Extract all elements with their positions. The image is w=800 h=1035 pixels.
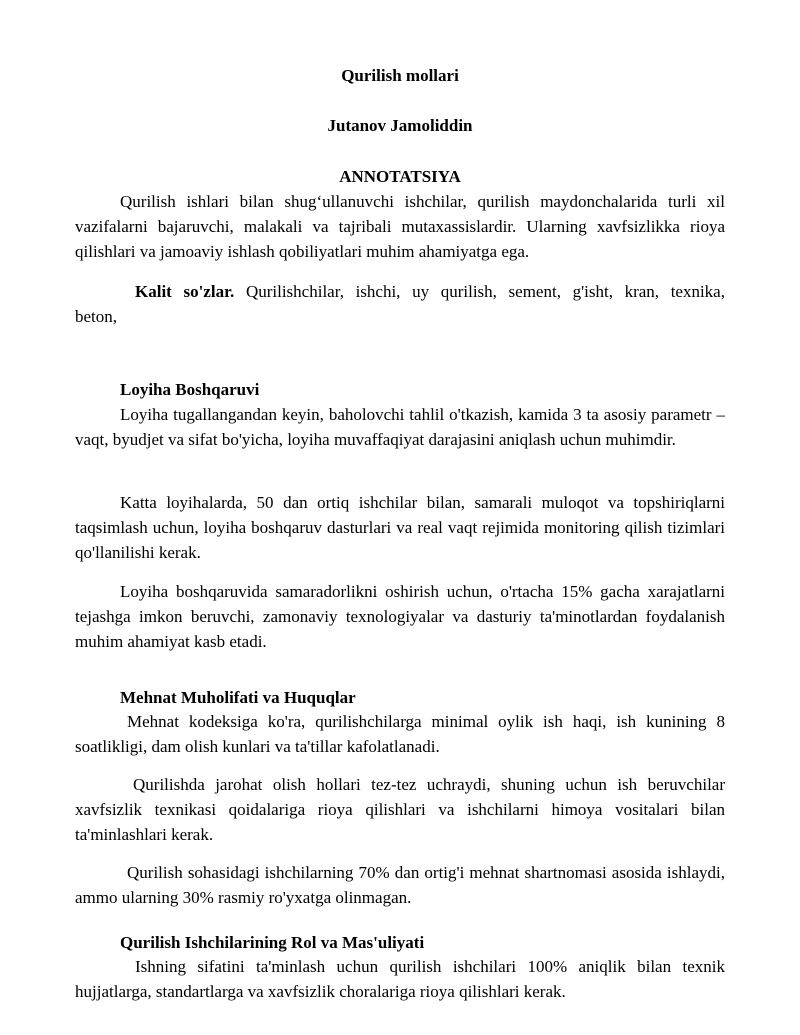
keywords-label: Kalit so'zlar. xyxy=(135,282,235,301)
document-title: Qurilish mollari xyxy=(341,66,459,85)
section-paragraph: Ishning sifatini ta'minlash uchun qurilish ishchilari 100% aniqlik bilan texnik hujjatlarga, standartlarga va xavfsizlik choralariga rioya qilishlari kerak. xyxy=(75,957,725,1001)
section-heading-labor-rights: Mehnat Muholifati va Huquqlar xyxy=(120,688,356,707)
section-paragraph: Qurilish sohasidagi ishchilarning 70% dan ortig'i mehnat shartnomasi asosida ishlaydi, ammo ularning 30% rasmiy ro'yxatga olinmagan. xyxy=(75,863,725,907)
abstract-paragraph: Qurilish ishlari bilan shug‘ullanuvchi ishchilar, qurilish maydonchalarida turli xil vazifalarni bajaruvchi, malakali va tajribali mutaxassislardir. Ularning xavfsizlikka rioya qilishlari va jamoaviy ishlash qobiliyatlari muhim ahamiyatga ega. xyxy=(75,192,725,261)
section-paragraph: Qurilishda jarohat olish hollari tez-tez uchraydi, shuning uchun ish beruvchilar xavfsizlik texnikasi qoidalariga rioya qilishlari va ishchilarni himoya vositalari bilan ta'minlashlari kerak. xyxy=(75,775,725,844)
keywords-paragraph xyxy=(75,279,725,329)
keywords-text: Qurilishchilar, ishchi, uy qurilish, sement, g'isht, kran, texnika, beton, xyxy=(75,282,725,326)
section-paragraph: Mehnat kodeksiga ko'ra, qurilishchilarga minimal oylik ish haqi, ish kunining 8 soatlikligi, dam olish kunlari va ta'tillar kafolatlanadi. xyxy=(75,712,725,756)
section-paragraph: Katta loyihalarda, 50 dan ortiq ishchilar bilan, samarali muloqot va topshiriqlarni taqsimlash uchun, loyiha boshqaruv dasturlari va real vaqt rejimida monitoring qilish tizimlari qo'llanilishi kerak. xyxy=(75,493,725,562)
section-paragraph: Loyiha boshqaruvida samaradorlikni oshirish uchun, o'rtacha 15% gacha xarajatlarni tejashga imkon beruvchi, zamonaviy texnologiyalar va dasturiy ta'minotlardan foydalanish muhim ahamiyat kasb etadi. xyxy=(75,582,725,651)
author-name: Jutanov Jamoliddin xyxy=(327,116,473,135)
section-paragraph: Loyiha tugallangandan keyin, baholovchi tahlil o'tkazish, kamida 3 ta asosiy parametr – vaqt, byudjet va sifat bo'yicha, loyiha muvaffaqiyat darajasini aniqlash uchun muhimdir. xyxy=(75,405,725,449)
abstract-heading: ANNOTATSIYA xyxy=(339,167,461,186)
document-page xyxy=(75,0,725,1035)
section-heading-project-management: Loyiha Boshqaruvi xyxy=(120,380,260,399)
section-heading-worker-roles: Qurilish Ishchilarining Rol va Mas'uliyati xyxy=(120,933,425,952)
